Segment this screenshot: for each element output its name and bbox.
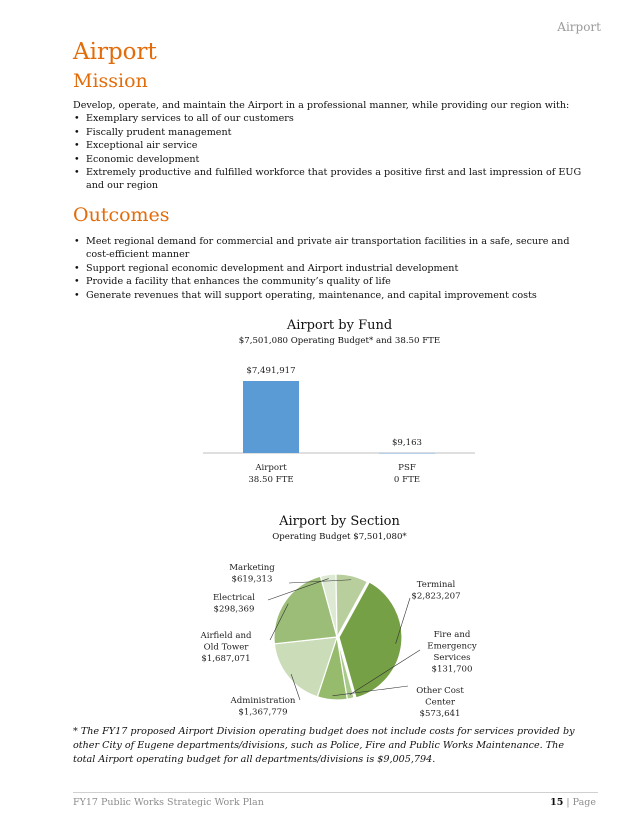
pie-slice-name-line: Center bbox=[425, 697, 455, 708]
fund-chart-subtitle: $7,501,080 Operating Budget* and 38.50 FTE bbox=[238, 336, 441, 346]
pie-slice-value: $573,641 bbox=[419, 709, 461, 719]
mission-bullet: • Fiscally prudent management bbox=[73, 126, 593, 139]
pie-slice-name-line: Other Cost bbox=[416, 686, 464, 696]
pie-slice-label bbox=[427, 630, 477, 675]
pie-slice-label bbox=[411, 580, 460, 602]
mission-bullet: • Economic development bbox=[73, 153, 593, 166]
pie-slice-name-line: Administration bbox=[230, 696, 296, 706]
page-word: Page bbox=[572, 797, 596, 808]
footer-doc-title: FY17 Public Works Strategic Work Plan bbox=[73, 797, 264, 808]
bar-category-label: Airport bbox=[255, 463, 287, 473]
section-chart-title: Airport by Section bbox=[279, 514, 400, 529]
pie-slice-name-line: Marketing bbox=[229, 563, 275, 573]
pie-slice-label bbox=[199, 631, 252, 664]
bar-category-sublabel: 38.50 FTE bbox=[248, 475, 294, 485]
pie-slice-name-line: Services bbox=[433, 653, 471, 663]
bar-data-label: $7,491,917 bbox=[246, 366, 296, 376]
pie-slice-label bbox=[416, 686, 464, 719]
page-number: 15 bbox=[550, 797, 564, 808]
pie-slice-label bbox=[229, 563, 275, 585]
pie-slice-value: $1,687,071 bbox=[201, 654, 251, 664]
bar-category-label: PSF bbox=[398, 463, 416, 473]
fund-chart-title: Airport by Fund bbox=[286, 318, 393, 333]
pie-slice-label bbox=[230, 696, 296, 718]
pie-slice-name-line: Electrical bbox=[213, 593, 255, 603]
mission-bullet: • Extremely productive and fulfilled workforce that provides a positive first and last impression of EUG and our region bbox=[73, 166, 593, 193]
bar-category-sublabel: 0 FTE bbox=[393, 475, 421, 485]
pie-slice-name-line: Old Tower bbox=[203, 642, 249, 653]
pie-slice-label bbox=[213, 593, 255, 615]
pie-slice-value: $2,823,207 bbox=[411, 591, 461, 602]
mission-heading: Mission bbox=[73, 70, 148, 92]
outcome-bullet: • Provide a facility that enhances the community’s quality of life bbox=[73, 275, 593, 288]
running-header: Airport bbox=[557, 20, 601, 34]
outcome-bullet: • Support regional economic development and Airport industrial development bbox=[73, 262, 593, 275]
outcome-bullet: • Meet regional demand for commercial and private air transportation facilities in a safe, secure and cost-efficient manner bbox=[73, 235, 593, 262]
pie-slice-value: $298,369 bbox=[213, 604, 255, 615]
pie-slice-name-line: Fire and bbox=[433, 630, 471, 640]
page-title: Airport bbox=[73, 39, 157, 65]
footer-page: 15 | Page bbox=[550, 797, 596, 808]
pie-slice-value: $1,367,779 bbox=[238, 707, 288, 718]
pie-slice-value: $131,700 bbox=[431, 664, 473, 675]
pie-slice-name-line: Terminal bbox=[416, 580, 456, 590]
section-chart-subtitle: Operating Budget $7,501,080* bbox=[272, 532, 407, 542]
bar-data-label: $9,163 bbox=[391, 437, 423, 448]
mission-bullet: • Exceptional air service bbox=[73, 139, 593, 152]
footer-rule bbox=[73, 792, 598, 793]
pie-slice-name-line: Airfield and bbox=[200, 631, 252, 641]
pie-slice-name-line: Emergency bbox=[427, 641, 477, 652]
outcome-bullet: • Generate revenues that will support operating, maintenance, and capital improvement costs bbox=[73, 289, 593, 302]
mission-intro: Develop, operate, and maintain the Airport in a professional manner, while providing our region with: bbox=[73, 100, 570, 111]
outcomes-heading: Outcomes bbox=[73, 204, 170, 226]
footnote: * The FY17 proposed Airport Division operating budget does not include costs for services provided by other City of Eugene departments/divisions, such as Police, Fire and Public Works Maintenance. The total Airport operating budget for all departments/divisions is $9,005,794. bbox=[73, 726, 575, 766]
mission-bullet: • Exemplary services to all of our customers bbox=[73, 112, 593, 125]
pie-slice-value: $619,313 bbox=[231, 574, 273, 585]
